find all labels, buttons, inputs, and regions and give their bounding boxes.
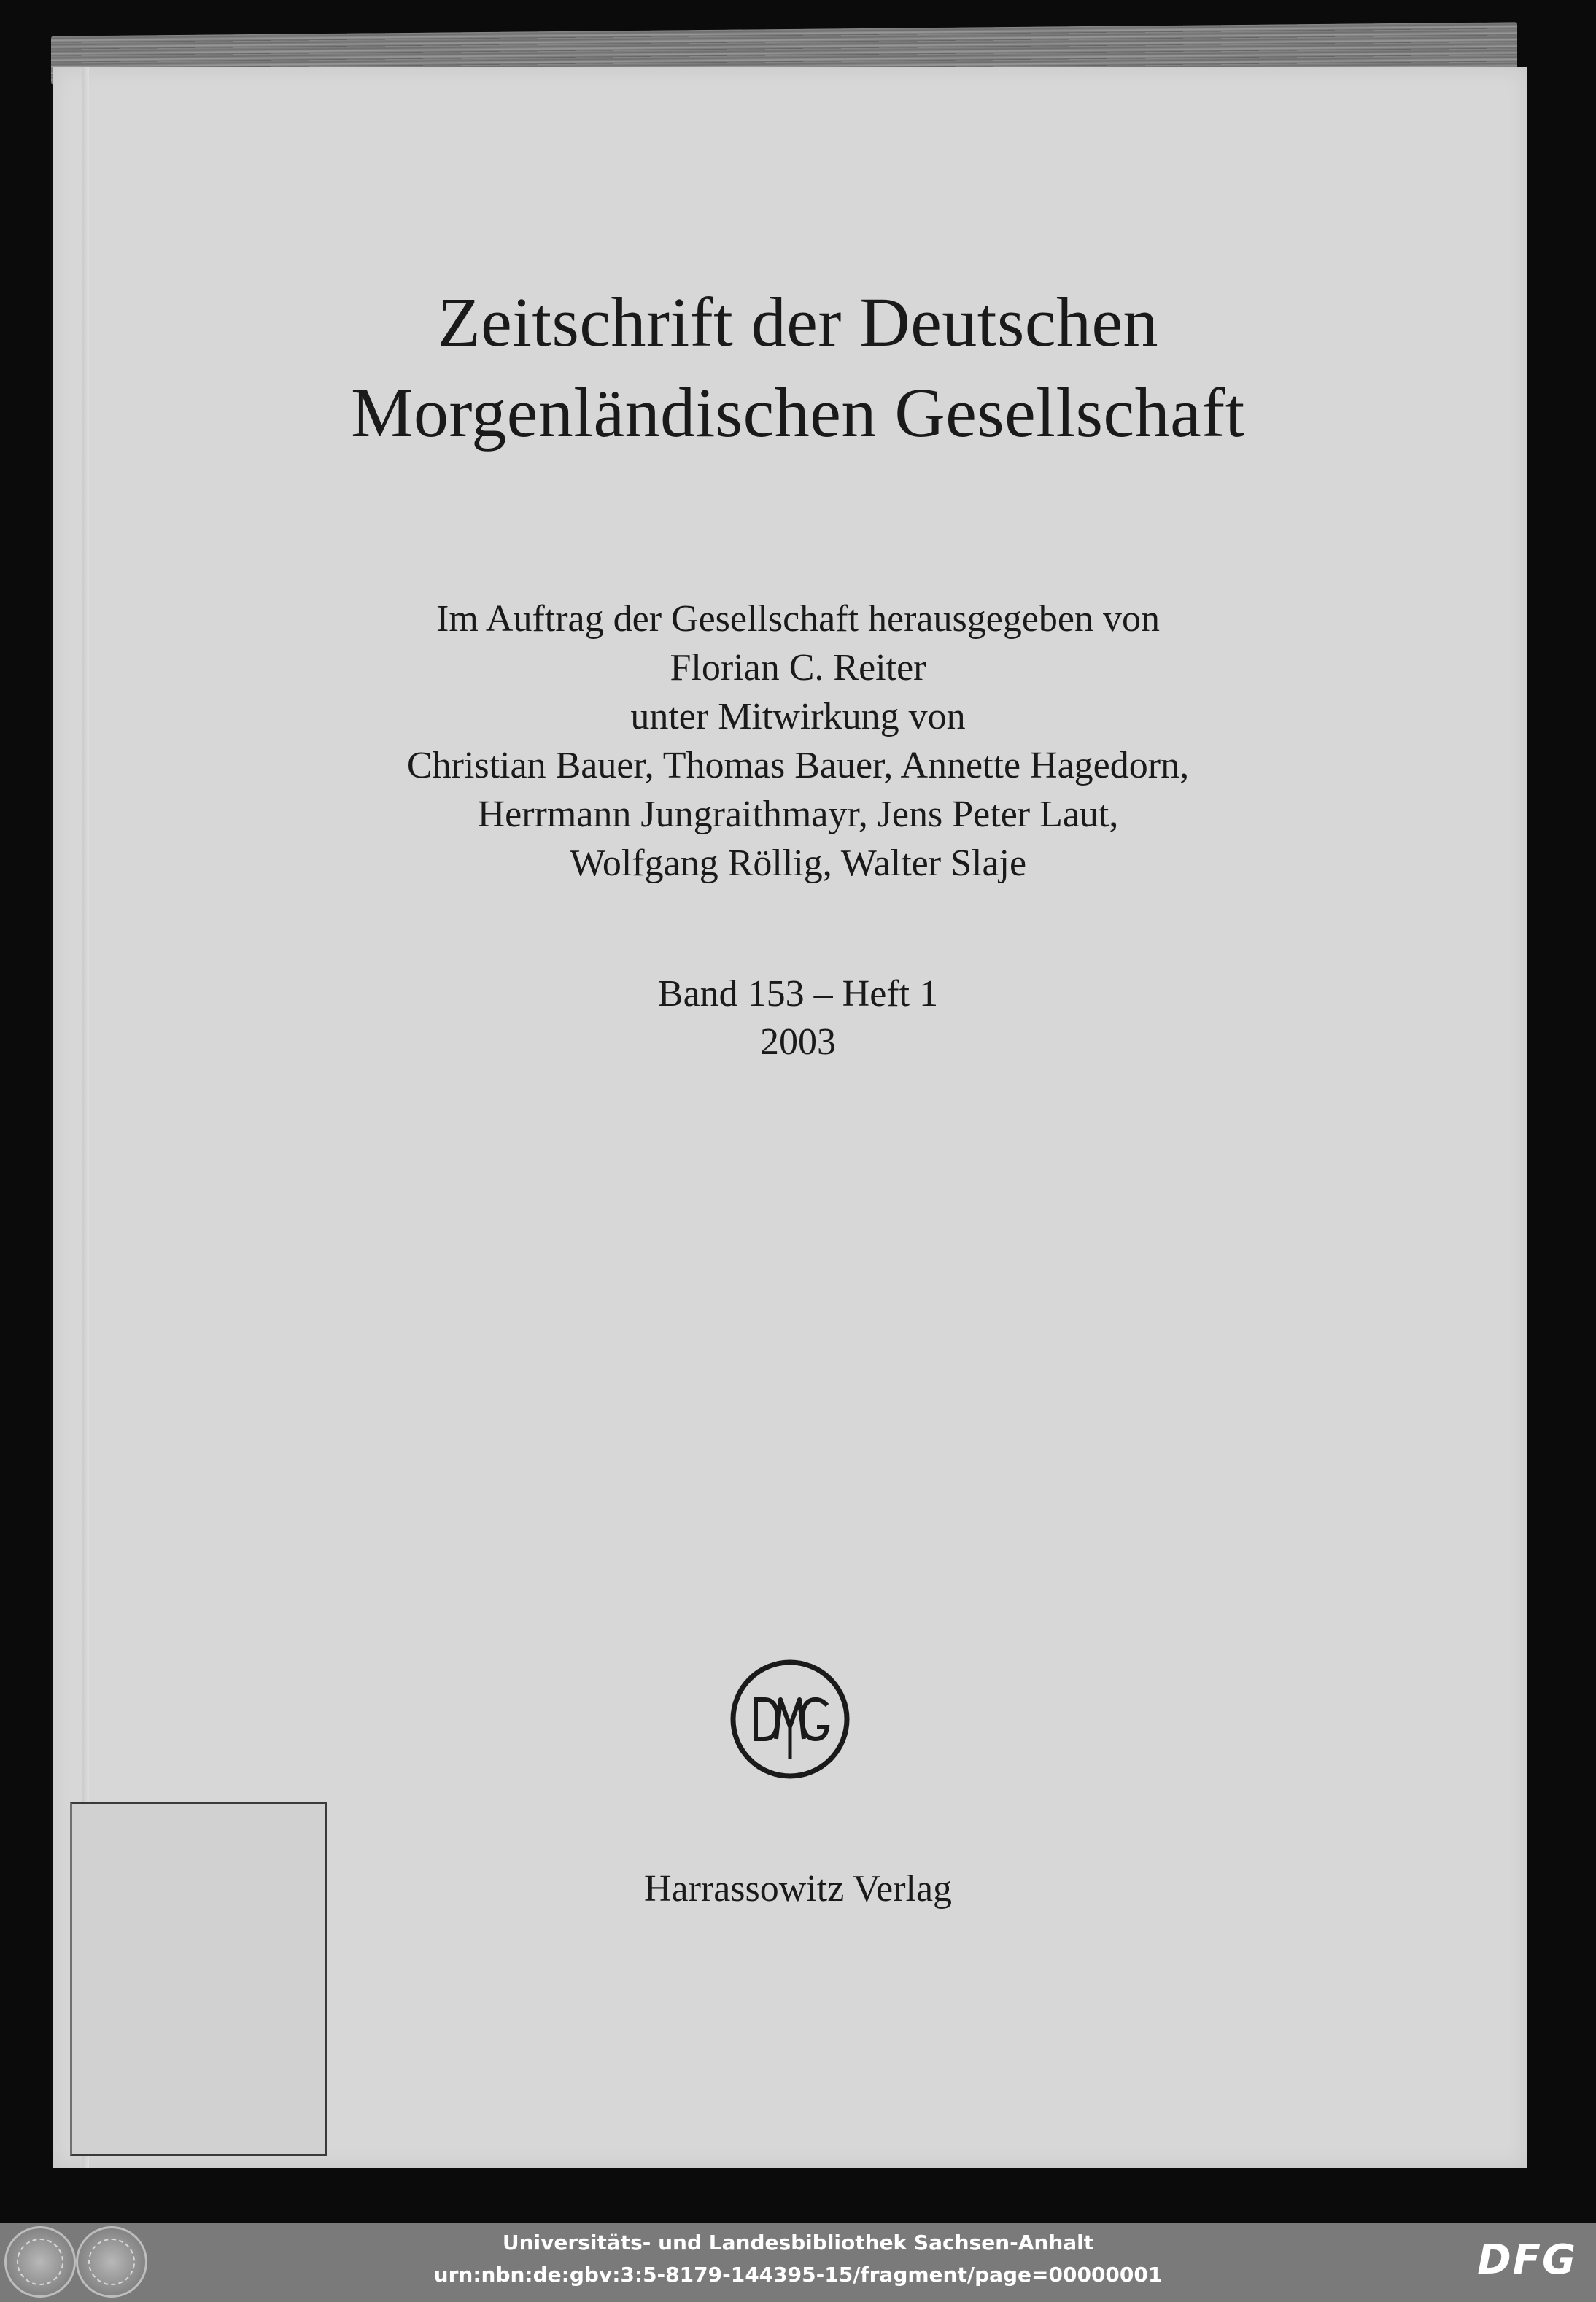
journal-title-line-1: Zeitschrift der Deutschen xyxy=(437,283,1159,361)
journal-title-line-2: Morgenländischen Gesellschaft xyxy=(351,373,1245,452)
publisher-name: Harrassowitz Verlag xyxy=(643,1868,953,1910)
editors-line: Herrmann Jungraithmayr, Jens Peter Laut, xyxy=(477,794,1119,835)
editors-line: Im Auftrag der Gesellschaft herausgegeben von xyxy=(436,598,1160,640)
journal-title xyxy=(0,277,1596,458)
volume-block xyxy=(0,970,1596,1066)
library-name: Universitäts- und Landesbibliothek Sachsen-Anhalt xyxy=(502,2231,1094,2255)
urn-link[interactable]: urn:nbn:de:gbv:3:5-8179-144395-15/fragment/page=00000001 xyxy=(433,2263,1163,2287)
dmg-logo-icon xyxy=(728,1657,852,1781)
dfg-logo-icon: DFG xyxy=(1477,2236,1577,2284)
publication-year: 2003 xyxy=(760,1021,836,1063)
editors-line: Wolfgang Röllig, Walter Slaje xyxy=(569,842,1027,884)
editors-line: Florian C. Reiter xyxy=(670,647,926,689)
editors-block xyxy=(0,594,1596,888)
editors-line: unter Mitwirkung von xyxy=(630,696,966,737)
volume-issue: Band 153 – Heft 1 xyxy=(657,973,939,1015)
editors-line: Christian Bauer, Thomas Bauer, Annette Hagedorn, xyxy=(406,745,1190,786)
library-label-sticker xyxy=(70,1802,327,2156)
